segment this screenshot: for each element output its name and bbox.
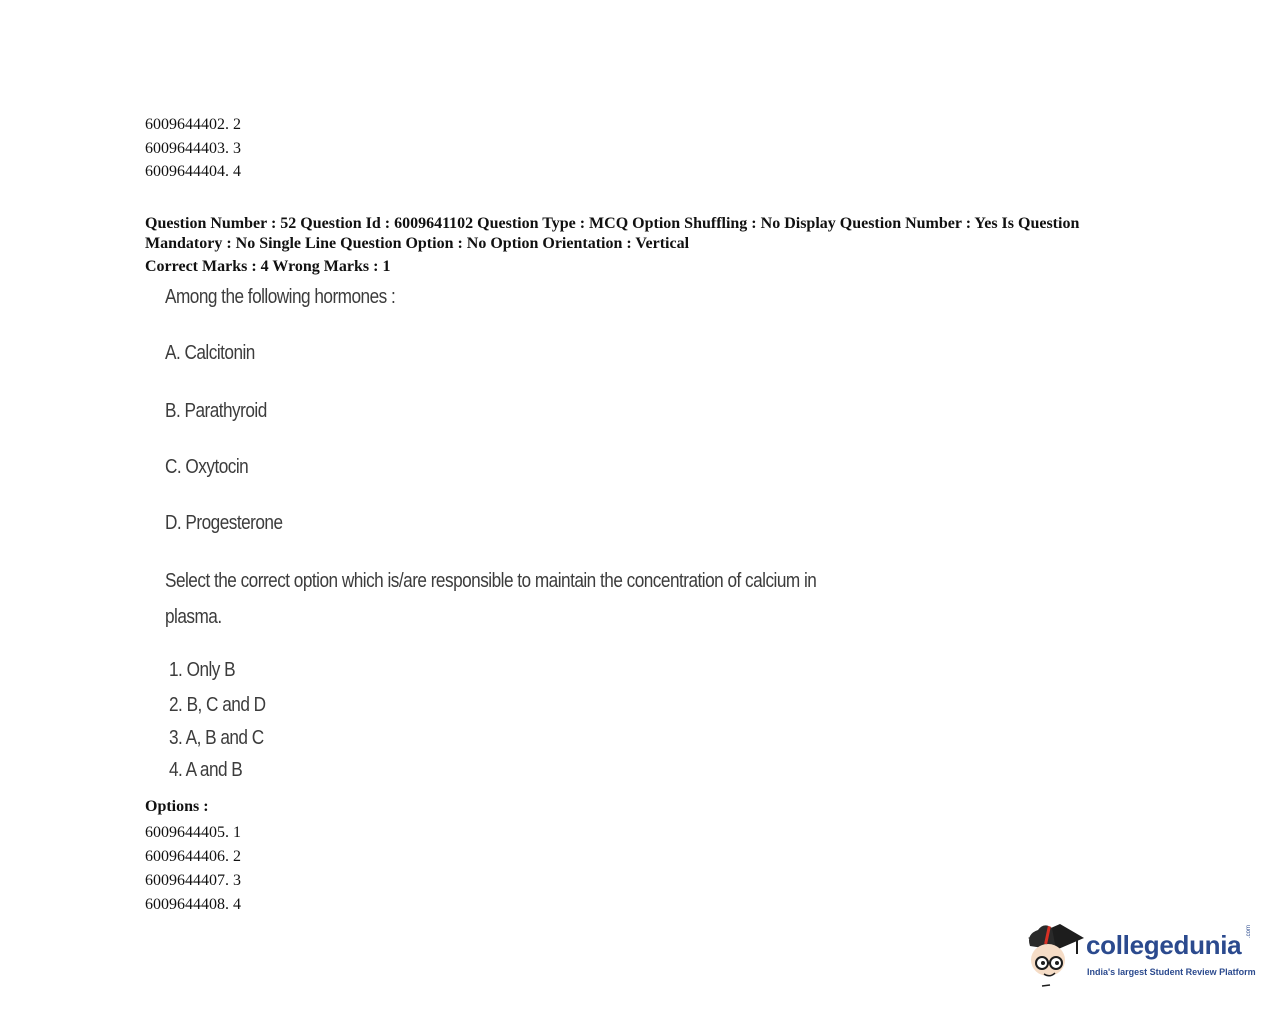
question-choice-4: 4. A and B (169, 759, 243, 781)
question-meta: Question Number : 52 Question Id : 6009641102 Question Type : MCQ Option Shuffling : No Display Question Number : Yes Is Question Mandatory : No Single Line Question Option : No Option Orientation : Vertical (145, 215, 1080, 252)
option-line: 6009644408. 4 (145, 896, 241, 913)
question-marks: Correct Marks : 4 Wrong Marks : 1 (145, 258, 391, 275)
question-choice-3: 3. A, B and C (169, 727, 264, 749)
question-intro: Among the following hormones : (165, 286, 396, 308)
mascot-icon (1022, 916, 1092, 990)
logo-tagline: India's largest Student Review Platform (1087, 967, 1256, 977)
option-line: 6009644405. 1 (145, 824, 241, 841)
option-line: 6009644407. 3 (145, 872, 241, 889)
option-line: 6009644403. 3 (145, 139, 241, 157)
option-line: 6009644406. 2 (145, 848, 241, 865)
logo-name: collegedunia (1086, 930, 1242, 960)
collegedunia-logo (1022, 916, 1262, 990)
options-label: Options : (145, 798, 209, 815)
question-choice-1: 1. Only B (169, 659, 236, 681)
question-item-c: C. Oxytocin (165, 456, 249, 478)
question-prompt-line1: Select the correct option which is/are responsible to maintain the concentration of calcium in (165, 570, 817, 592)
question-choice-2: 2. B, C and D (169, 694, 266, 716)
question-item-b: B. Parathyroid (165, 400, 267, 422)
option-line: 6009644402. 2 (145, 116, 241, 133)
previous-options-list (145, 113, 241, 184)
logo-suffix: .com (1246, 924, 1252, 938)
option-line: 6009644404. 4 (145, 163, 241, 180)
question-prompt-line2: plasma. (165, 606, 222, 628)
options-list (145, 821, 241, 917)
question-item-d: D. Progesterone (165, 512, 283, 534)
question-item-a: A. Calcitonin (165, 342, 255, 364)
